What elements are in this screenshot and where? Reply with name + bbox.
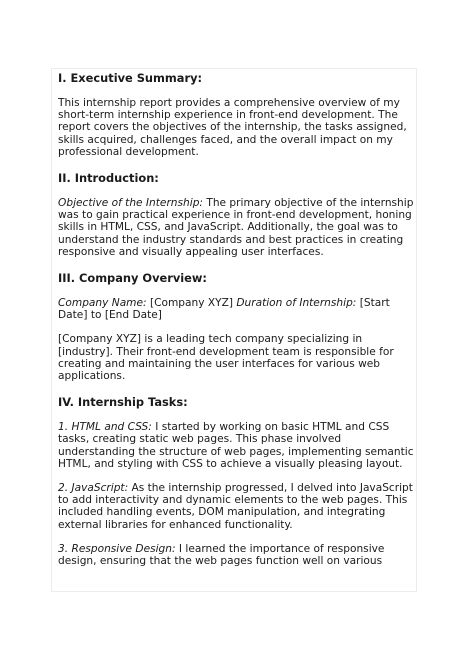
introduction-paragraph bbox=[58, 197, 414, 258]
task-javascript-text: As the internship progressed, I delved into JavaScript to add interactivity and dynamic elements to the web pages. This included handling events, DOM manipulation, and integrating external libraries for enhanced functionality. bbox=[58, 482, 413, 531]
task-responsive-design-label: 3. Responsive Design: bbox=[58, 542, 176, 555]
company-details-paragraph bbox=[58, 297, 414, 321]
task-javascript-paragraph bbox=[58, 482, 414, 531]
company-description-paragraph: [Company XYZ] is a leading tech company specializing in [industry]. Their front-end development team is responsible for creating and maintaining the user interfaces for various web applications. bbox=[58, 333, 394, 383]
company-name-label: Company Name: bbox=[58, 297, 147, 310]
internship-duration-label: Duration of Internship: bbox=[236, 297, 357, 310]
task-responsive-design-paragraph bbox=[58, 543, 414, 567]
document-content bbox=[58, 71, 414, 567]
section-heading-executive-summary: I. Executive Summary: bbox=[58, 71, 203, 85]
task-javascript-label: 2. JavaScript: bbox=[58, 482, 129, 495]
company-name-value: [Company XYZ] bbox=[146, 297, 237, 310]
document-page bbox=[51, 68, 417, 592]
executive-summary-paragraph: This internship report provides a comprehensive overview of my short-term internship experience in front-end development. The report covers the objectives of the internship, the tasks assigned, skills acquired, challenges faced, and the overall impact on my professional development. bbox=[58, 97, 407, 158]
section-heading-internship-tasks: IV. Internship Tasks: bbox=[58, 395, 188, 410]
task-responsive-design-text: I learned the importance of responsive design, ensuring that the web pages function well on various bbox=[58, 542, 385, 568]
task-html-css-label: 1. HTML and CSS: bbox=[58, 421, 152, 434]
section-heading-introduction: II. Introduction: bbox=[58, 171, 159, 186]
objective-label: Objective of the Internship: bbox=[58, 197, 203, 210]
task-html-css-paragraph bbox=[58, 421, 414, 470]
task-html-css-text: I started by working on basic HTML and CSS tasks, creating static web pages. This phase involved understanding the structure of web pages, implementing semantic HTML, and styling with CSS to achieve a visually pleasing layout. bbox=[58, 421, 414, 470]
section-heading-company-overview: III. Company Overview: bbox=[58, 271, 207, 286]
internship-duration-value: [Start Date] to [End Date] bbox=[58, 297, 390, 322]
objective-text: The primary objective of the internship was to gain practical experience in front-end development, honing skills in HTML, CSS, and JavaScript. Additionally, the goal was to understand the industry standards and best practices in creating responsive and visually appealing user interfaces. bbox=[58, 197, 414, 258]
